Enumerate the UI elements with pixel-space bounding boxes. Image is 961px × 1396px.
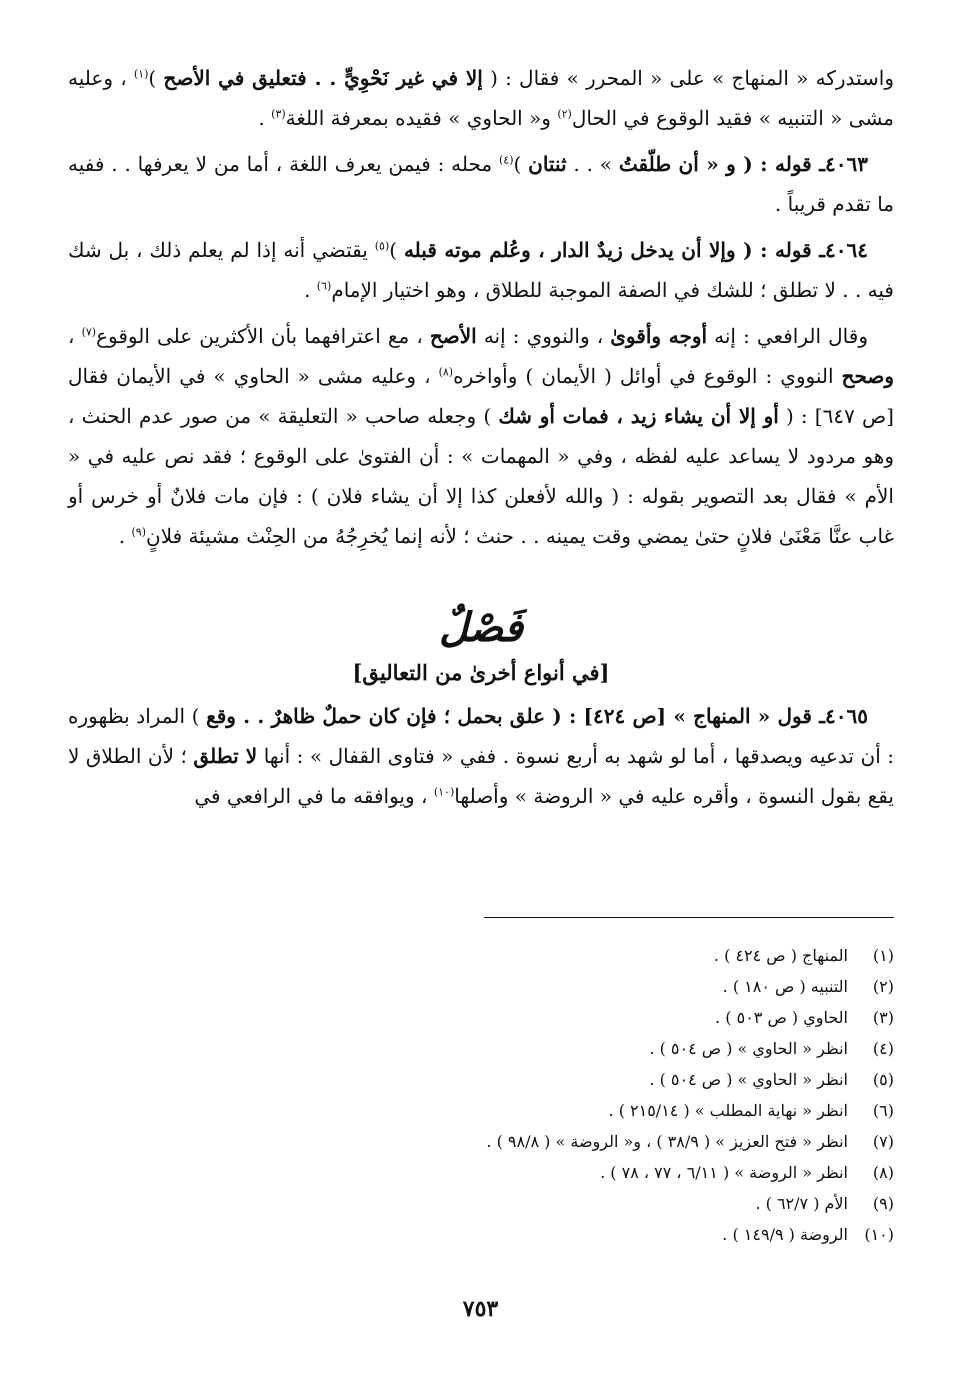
footnote-ref: (٤): [498, 153, 514, 167]
text-segment: ) المراد بظهوره : أن تدعيه ويصدقها ، أما لو شهد به أربع نسوة . ففي « فتاوى القفال » : أنها: [68, 704, 894, 768]
text-segment: و« الحاوي » فقيده بمعرفة اللغة: [285, 106, 558, 130]
footnote-item: [68, 1033, 894, 1064]
footnote-item: [68, 1095, 894, 1126]
footnote-number: (٩): [872, 1194, 894, 1213]
bold-quote: علق بحمل ؛ فإن كان حملٌ ظاهرٌ . . وقع: [206, 704, 546, 728]
main-text-before-section: [68, 58, 894, 556]
footnote-ref: (١٠): [433, 785, 455, 799]
main-text-after-section: [68, 696, 894, 816]
footnote-item: [68, 1126, 894, 1157]
paragraph-2: [68, 144, 894, 224]
footnote-ref: (٣): [271, 107, 286, 121]
footnote-number: (١): [872, 946, 894, 965]
footnote-item: [68, 1002, 894, 1033]
footnote-text: المنهاج ( ص ٤٢٤ ) .: [713, 946, 848, 965]
footnote-text: انظر « فتح العزيز » ( ٣٨/٩ ) ، و« الروضة » ( ٩٨/٨ ) .: [486, 1132, 848, 1151]
bold-quote: الأصح: [429, 324, 477, 348]
footnote-text: الحاوي ( ص ٥٠٣ ) .: [715, 1008, 848, 1027]
footnote-ref: (٩): [131, 525, 146, 539]
footnote-text: الروضة ( ١٤٩/٩ ) .: [722, 1225, 848, 1244]
text-segment: ؛ لأن الطلاق لا يقع بقول النسوة ، وأقره عليه في « الروضة » وأصلها: [68, 744, 894, 808]
text-segment: النووي : الوقوع في أوائل ( الأيمان ) وأواخره: [453, 364, 842, 388]
text-segment: ، وعليه مشى « التنبيه » فقيد الوقوع في الحال: [68, 66, 894, 130]
text-segment: ): [513, 152, 529, 176]
text-segment: ، وعليه مشى « الحاوي » في الأيمان فقال [ص ٦٤٧] : (: [68, 364, 894, 428]
footnote-item: [68, 940, 894, 971]
footnote-ref: (٥): [374, 239, 390, 253]
footnote-ref: (٨): [438, 365, 454, 379]
text-segment: ، مع اعترافهما بأن الأكثرين على الوقوع: [96, 324, 430, 348]
bold-quote: ٤٠٦٣ـ قوله : ( و «: [698, 152, 868, 176]
footnote-text: التنبيه ( ص ١٨٠ ) .: [722, 977, 848, 996]
footnote-item: [68, 971, 894, 1002]
bold-quote: لا تطلق: [193, 744, 258, 768]
footnote-number: (٨): [872, 1163, 894, 1182]
footnote-number: (٣): [872, 1008, 894, 1027]
footnotes: [68, 940, 894, 1250]
fasl-heading: فَصْلٌ: [438, 604, 524, 651]
paragraph-after-section: [68, 696, 894, 816]
footnote-ref: (٢): [557, 107, 572, 121]
text-segment: ): [389, 238, 404, 262]
footnote-number: (١٠): [864, 1225, 894, 1244]
footnote-ref: (٦): [316, 279, 332, 293]
footnote-item: [68, 1188, 894, 1219]
footnote-text: الأم ( ٦٢/٧ ) .: [755, 1194, 848, 1213]
bold-quote: أن طلّقتُ: [618, 152, 699, 176]
footnote-number: (٢): [872, 977, 894, 996]
page-number: ٧٥٣: [462, 1296, 499, 1322]
text-segment: ، ويوافقه ما في الرافعي في: [194, 784, 434, 808]
text-segment: ،: [68, 324, 82, 348]
footnote-number: (٤): [872, 1039, 894, 1058]
text-segment: ): [148, 66, 164, 90]
bold-quote: أوجه وأقوىٰ: [610, 324, 708, 348]
page-body: [68, 58, 894, 822]
paragraph-3: [68, 230, 894, 310]
bold-quote: أو إلا أن يشاء زيد ، فمات أو شك: [498, 404, 779, 428]
paragraph-1: [68, 58, 894, 138]
paragraph-4: [68, 316, 894, 556]
text-segment: ، والنووي : إنه: [476, 324, 611, 348]
bold-quote: ثنتان: [528, 152, 567, 176]
footnote-ref: (٧): [81, 325, 97, 339]
text-segment: .: [258, 106, 272, 130]
text-segment: ) وجعله صاحب « التعليقة » من صور عدم الحنث ، وهو مردود لا يساعد عليه لفظه ، وفي « المهمات » : أن الفتوىٰ على الوقوع ؛ فقد نص عليه في « الأم » فقال بعد التصوير بقوله : ( والله لأفعلن كذا إلا أن يشاء فلان ) : فإن مات فلانٌ أو خرس أو غاب عنَّا مَعْنَىٰ فلانٍ حتىٰ يمضي وقت يمينه . . حنث ؛ لأنه إنما يُخرِجُهُ من الحِنْث مشيئة فلانٍ: [68, 404, 894, 548]
text-segment: .: [118, 524, 132, 548]
footnote-item: [68, 1219, 894, 1250]
footnote-item: [68, 1157, 894, 1188]
text-segment: وقال الرافعي : إنه: [707, 324, 868, 348]
section-subheading: [في أنواع أخرىٰ من التعاليق]: [352, 660, 610, 685]
bold-quote: ٤٠٦٥ـ قول « المنهاج » [ص ٤٢٤] : (: [545, 704, 868, 728]
footnote-ref: (١): [133, 67, 149, 81]
bold-quote: ٤٠٦٤ـ قوله : (: [735, 238, 868, 262]
section-heading: [68, 602, 894, 654]
footnote-divider: [484, 917, 894, 918]
text-segment: » . .: [566, 152, 619, 176]
footnote-text: انظر « الروضة » ( ٦/١١ ، ٧٧ ، ٧٨ ) .: [600, 1163, 848, 1182]
text-segment: واستدركه « المنهاج » على « المحرر » فقال : (: [482, 66, 895, 90]
text-segment: محله : فيمن يعرف اللغة ، أما من لا يعرفها . . ففيه ما تقدم قريباً .: [68, 152, 894, 216]
footnote-text: انظر « الحاوي » ( ص ٥٠٤ ) .: [649, 1039, 848, 1058]
footnote-number: (٥): [872, 1070, 894, 1089]
footnote-text: انظر « نهاية المطلب » ( ٢١٥/١٤ ) .: [608, 1101, 848, 1120]
bold-quote: إلا في غير نَحْوِيٍّ . . فتعليق في الأصح: [163, 66, 483, 90]
bold-quote: وصحح: [841, 364, 895, 388]
text-segment: يقتضي أنه إذا لم يعلم ذلك ، بل شك فيه . . لا تطلق ؛ للشك في الصفة الموجبة للطلاق ، وهو اختيار الإمام: [68, 238, 894, 302]
footnote-number: (٦): [872, 1101, 894, 1120]
footnote-item: [68, 1064, 894, 1095]
text-segment: .: [304, 278, 317, 302]
footnote-number: (٧): [872, 1132, 894, 1151]
bold-quote: وإلا أن يدخل زيدٌ الدار ، وعُلم موته قبله: [403, 238, 736, 262]
footnote-text: انظر « الحاوي » ( ص ٥٠٤ ) .: [649, 1070, 848, 1089]
